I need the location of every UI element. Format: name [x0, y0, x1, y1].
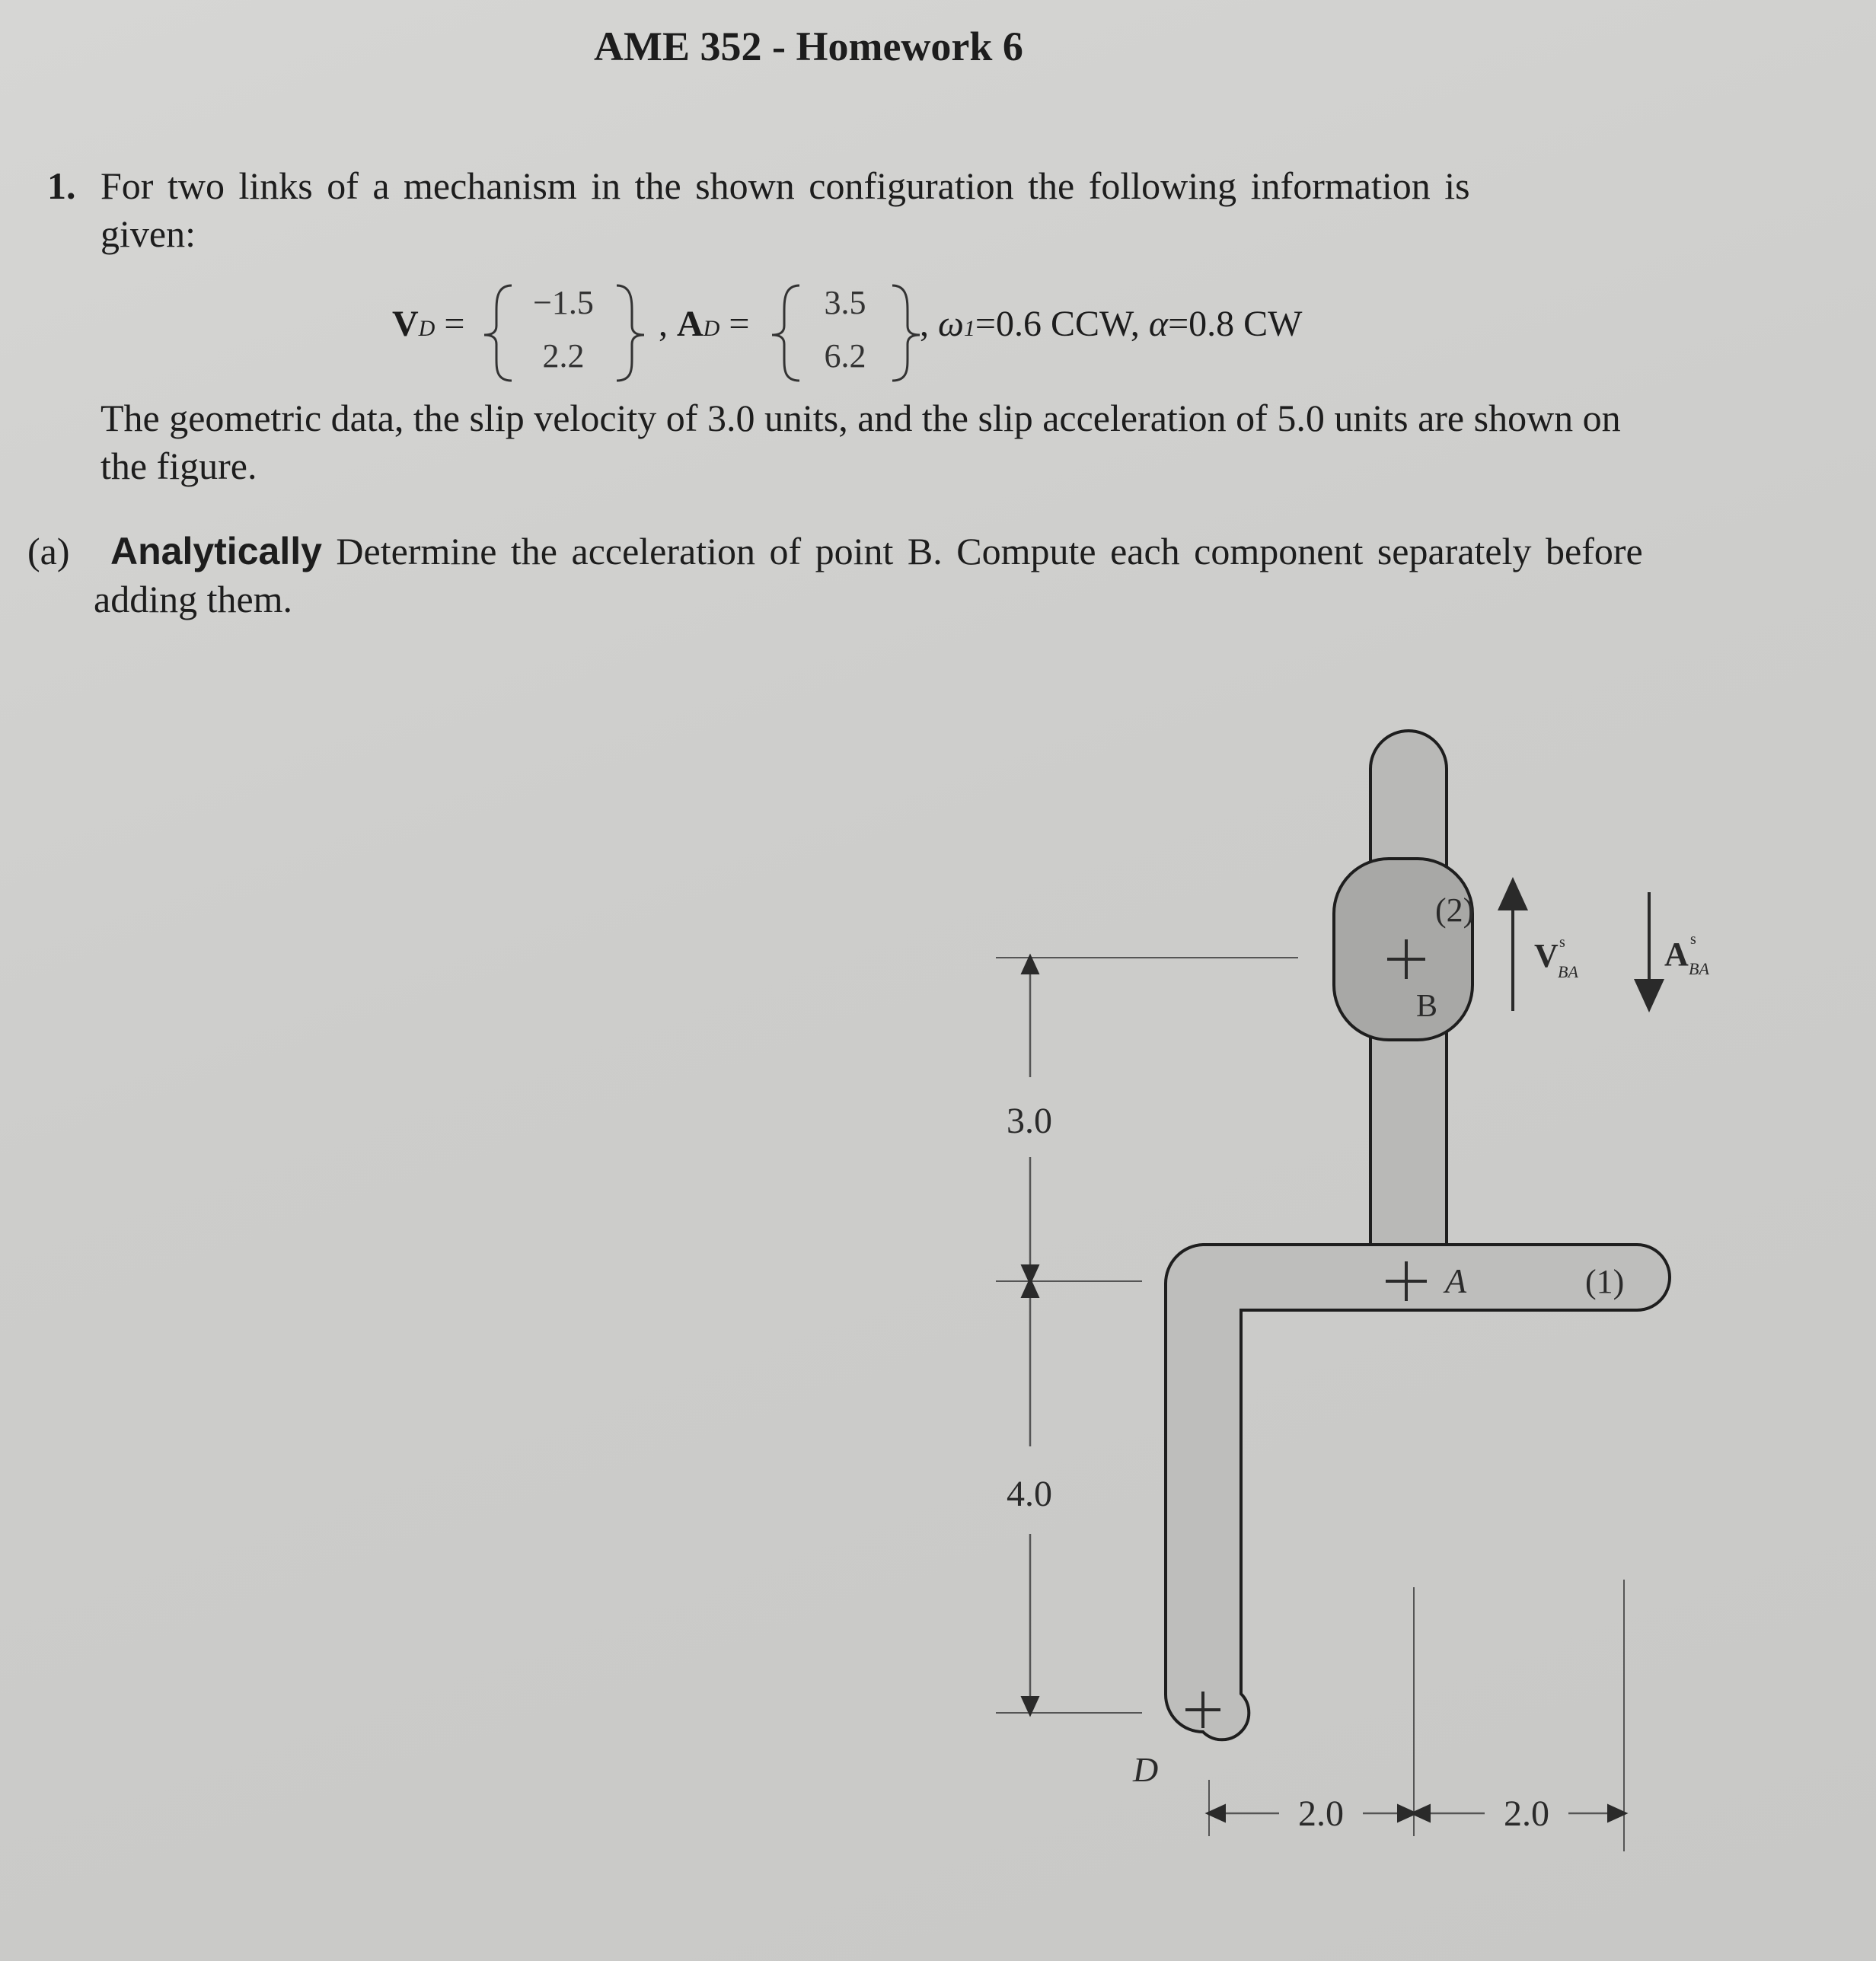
point-d-label: D — [1133, 1750, 1159, 1789]
slip-acceleration-sup: s — [1690, 931, 1696, 948]
problem-intro-line2: given: — [100, 212, 196, 255]
acceleration-vector-label: , AD = — [659, 304, 750, 344]
point-a-label: A — [1445, 1261, 1467, 1300]
dimension-2a-label: 2.0 — [1298, 1794, 1344, 1834]
slip-velocity-sup: s — [1559, 934, 1565, 951]
slip-velocity-sub: BA — [1558, 962, 1578, 981]
dimension-4-label: 4.0 — [1007, 1474, 1052, 1514]
slip-acceleration-label: A — [1664, 936, 1689, 973]
velocity-vector-label: VD = — [392, 304, 465, 344]
link-1-body — [1166, 1245, 1670, 1739]
dimension-2b-label: 2.0 — [1504, 1794, 1549, 1834]
geometric-data-line2: the figure. — [100, 445, 257, 487]
part-a-line2: adding them. — [94, 578, 293, 620]
problem-intro-line1: For two links of a mechanism in the shown configuration the following information is — [100, 164, 1470, 207]
dimension-3-label: 3.0 — [1007, 1101, 1052, 1141]
page-title: AME 352 - Homework 6 — [594, 24, 1023, 69]
omega-alpha-text: , ω1=0.6 CCW, α=0.8 CW — [920, 304, 1303, 344]
part-a-label: (a) — [27, 530, 70, 572]
acceleration-x-value: 3.5 — [824, 284, 866, 321]
velocity-x-value: −1.5 — [533, 284, 594, 321]
part-a-line1: Analytically Determine the acceleration of point B. Compute each component separately before — [110, 530, 1643, 572]
acceleration-y-value: 6.2 — [824, 337, 866, 375]
velocity-y-value: 2.2 — [542, 337, 585, 375]
link-2-label: (2) — [1435, 891, 1475, 929]
link-1-label: (1) — [1585, 1263, 1625, 1300]
extension-lines — [996, 958, 1624, 1851]
slider-block — [1334, 859, 1475, 1040]
slip-acceleration-sub: BA — [1689, 959, 1709, 978]
slip-velocity-label: V — [1534, 937, 1559, 974]
geometric-data-line1: The geometric data, the slip velocity of 3.0 units, and the slip acceleration of 5.0 units are shown on — [100, 397, 1621, 439]
problem-number: 1. — [47, 164, 76, 207]
point-b-label: B — [1416, 989, 1438, 1024]
